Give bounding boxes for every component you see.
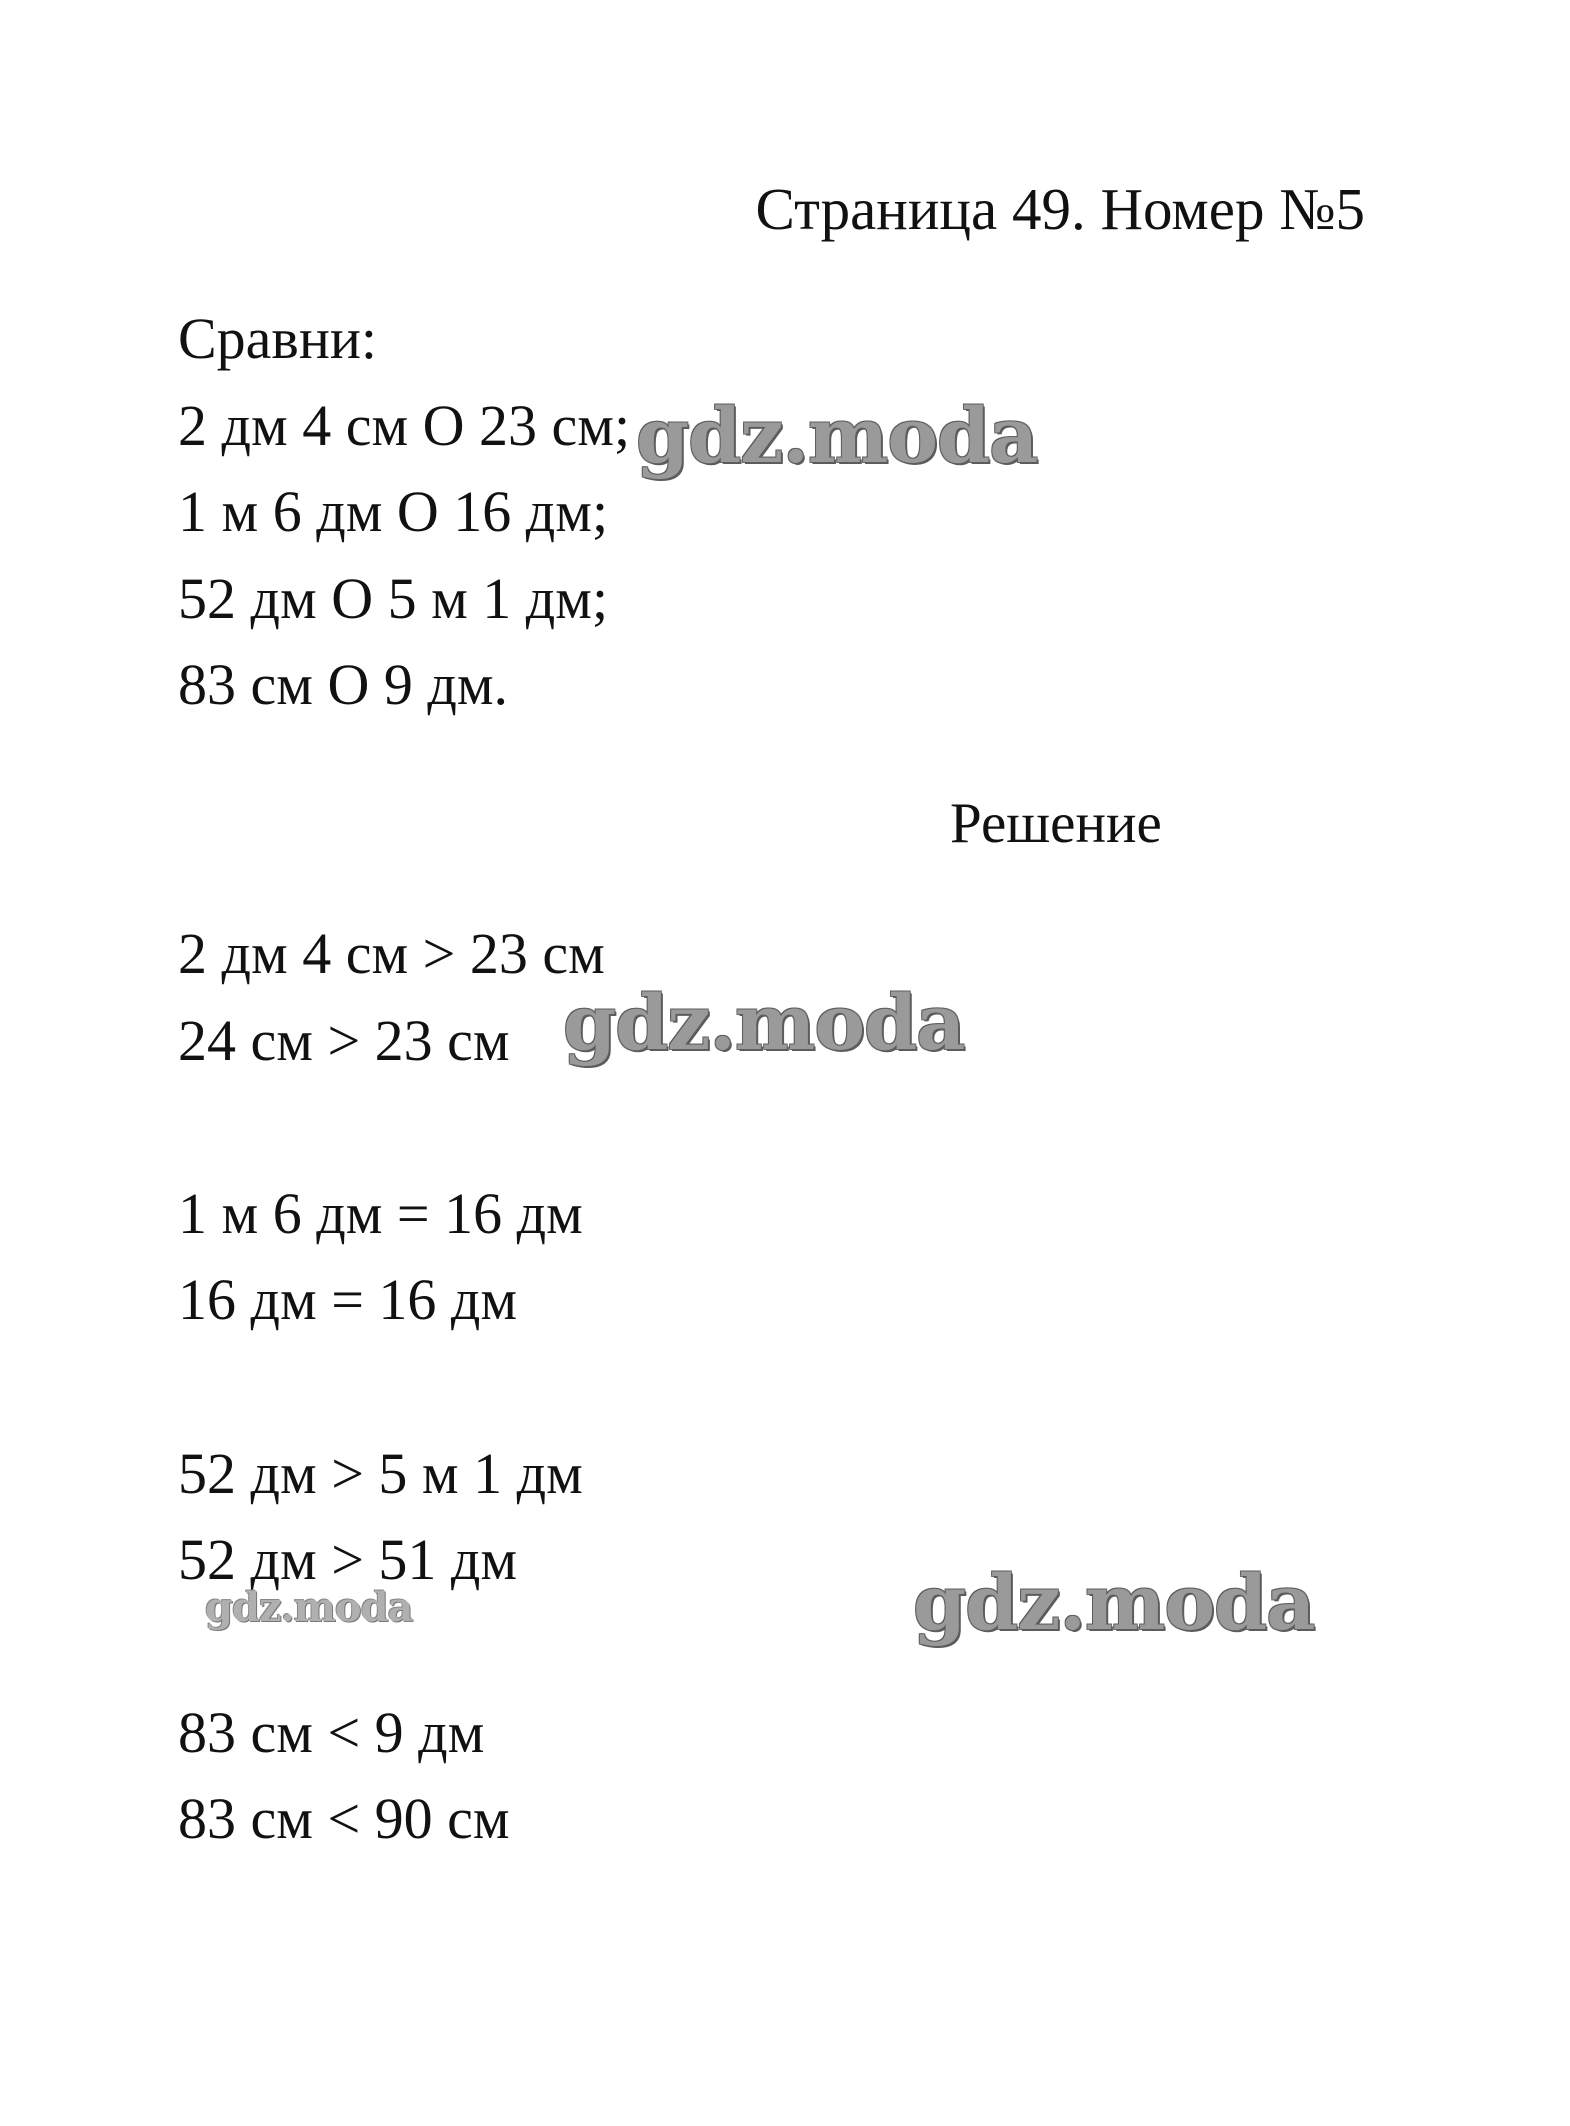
solution-line: 52 дм > 5 м 1 дм [178,1441,583,1506]
task-line-4: 83 см О 9 дм. [178,652,509,717]
solution-line: 1 м 6 дм = 16 дм [178,1181,583,1246]
task-prompt: Сравни: [178,306,378,371]
watermark: gdz.moda [205,1584,413,1631]
watermark: gdz.moda [563,978,965,1067]
task-line-1: 2 дм 4 см О 23 см; [178,393,631,458]
task-line-2: 1 м 6 дм О 16 дм; [178,479,609,544]
solution-line: 83 см < 9 дм [178,1700,485,1765]
watermark: gdz.moda [636,391,1038,480]
solution-heading: Решение [950,792,1162,855]
task-line-3: 52 дм О 5 м 1 дм; [178,566,609,631]
solution-line: 52 дм > 51 дм [178,1527,518,1592]
solution-line: 16 дм = 16 дм [178,1267,518,1332]
solution-line: 24 см > 23 см [178,1008,510,1073]
page-title: Страница 49. Номер №5 [755,176,1365,242]
solution-line: 2 дм 4 см > 23 см [178,921,605,986]
watermark: gdz.moda [913,1558,1315,1647]
solution-line: 83 см < 90 см [178,1786,510,1851]
